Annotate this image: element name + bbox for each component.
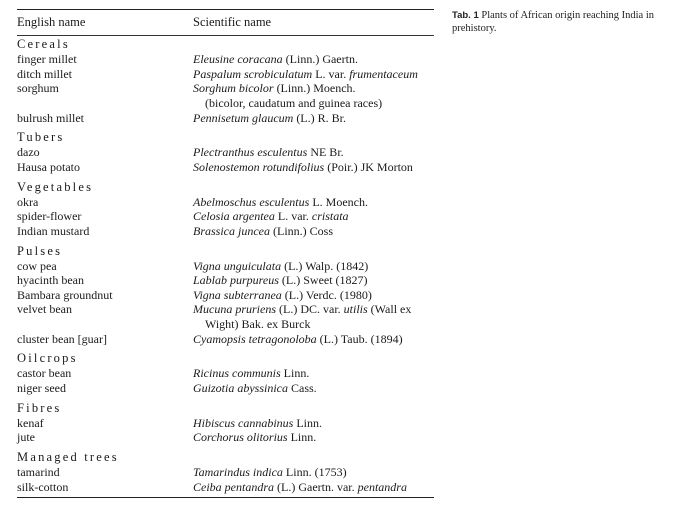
category-heading	[17, 37, 434, 52]
table-row	[17, 366, 434, 381]
scientific-name-cell	[193, 67, 418, 82]
scientific-name-authority: (Poir.) JK Morton	[324, 159, 413, 174]
caption-label: Tab. 1	[452, 10, 479, 21]
table-row	[17, 273, 434, 288]
scientific-name-italic: Eleusine coracana	[193, 52, 283, 67]
category-heading	[17, 244, 434, 259]
table-row	[17, 288, 434, 303]
scientific-name-authority: (L.) Verdc. (1980)	[281, 287, 372, 302]
category-label: Cereals	[17, 37, 70, 51]
table-row	[17, 67, 434, 82]
scientific-name-authority: NE Br.	[307, 145, 344, 160]
english-name-cell: finger millet	[17, 52, 77, 67]
category-label: Tubers	[17, 130, 65, 145]
scientific-name-authority: L. Moench.	[309, 194, 368, 209]
scientific-name-authority: (bicolor, caudatum and guinea races)	[205, 95, 383, 110]
scientific-name-italic: Ricinus communis	[193, 366, 281, 381]
scientific-name-cell	[205, 317, 311, 332]
english-name-cell: silk-cotton	[17, 479, 69, 494]
scientific-name-italic: Brassica juncea	[193, 223, 270, 238]
caption-text: Plants of African origin reaching India in prehistory.	[452, 10, 654, 34]
category-label: Oilcrops	[17, 351, 78, 366]
table-row	[17, 195, 434, 210]
scientific-name-italic: Mucuna pruriens	[193, 302, 276, 317]
scientific-name-cell	[193, 52, 358, 67]
table-row	[17, 209, 434, 224]
scientific-name-italic: Ceiba pentandra	[193, 479, 274, 494]
category-heading	[17, 180, 434, 195]
scientific-name-italic: Solenostemon rotundifolius	[193, 159, 325, 174]
scientific-name-cell	[193, 259, 368, 274]
english-name-cell: okra	[17, 194, 39, 209]
scientific-name-italic: Paspalum scrobiculatum	[193, 66, 313, 81]
scientific-name-italic: Abelmoschus esculentus	[193, 194, 310, 209]
scientific-name-italic: Plectranthus esculentus	[193, 145, 308, 160]
scientific-name-cell	[193, 465, 347, 480]
scientific-name-authority: Linn. (1753)	[282, 465, 347, 480]
scientific-name-cell	[193, 224, 333, 239]
scientific-name-authority: (L.) R. Br.	[293, 110, 346, 125]
scientific-name-italic: utilis	[343, 302, 368, 317]
scientific-name-cell	[193, 111, 346, 126]
scientific-name-authority: (Linn.) Coss	[270, 223, 333, 238]
scientific-name-italic: Lablab purpureus	[193, 273, 279, 288]
scientific-name-authority: (L.) Walp. (1842)	[281, 258, 369, 273]
scientific-name-cell	[193, 366, 309, 381]
scientific-name-italic: Vigna unguiculata	[193, 258, 282, 273]
scientific-name-cell	[193, 430, 316, 445]
table-row	[17, 332, 434, 347]
scientific-name-authority: L. var.	[312, 66, 350, 81]
english-name-cell: tamarind	[17, 465, 60, 480]
table-row	[17, 145, 434, 160]
category-label: Pulses	[17, 243, 63, 258]
table-row	[17, 430, 434, 445]
table-row	[17, 465, 434, 480]
header-english-name: English name	[17, 15, 86, 29]
scientific-name-authority: Linn.	[287, 430, 317, 445]
english-name-cell: Hausa potato	[17, 159, 80, 174]
scientific-name-authority: (L.) Taub. (1894)	[316, 331, 403, 346]
scientific-name-cell	[193, 332, 403, 347]
scientific-name-cell	[193, 416, 322, 431]
english-name-cell: sorghum	[17, 81, 59, 96]
category-heading	[17, 450, 434, 465]
scientific-name-cell	[193, 288, 372, 303]
scientific-name-authority: (L.) Gaertn. var.	[274, 479, 358, 494]
scientific-name-authority: Cass.	[288, 381, 317, 396]
scientific-name-italic: Celosia argentea	[193, 209, 275, 224]
table-bottom-rule	[17, 497, 434, 498]
scientific-name-cell	[193, 480, 407, 495]
table-row-continuation	[17, 96, 434, 111]
table-caption	[452, 9, 662, 35]
english-name-cell: velvet bean	[17, 302, 72, 317]
english-name-cell: castor bean	[17, 366, 72, 381]
table-row-continuation	[17, 317, 434, 332]
english-name-cell: Bambara groundnut	[17, 287, 113, 302]
scientific-name-italic: Pennisetum glaucum	[193, 110, 294, 125]
category-label: Managed trees	[17, 450, 119, 464]
category-label: Vegetables	[17, 179, 94, 194]
english-name-cell: ditch millet	[17, 66, 72, 81]
english-name-cell: spider-flower	[17, 209, 82, 224]
scientific-name-italic: pentandra	[357, 479, 407, 494]
english-name-cell: Indian mustard	[17, 223, 90, 238]
english-name-cell: niger seed	[17, 381, 66, 396]
scientific-name-italic: Tamarindus indica	[193, 465, 283, 480]
table-row	[17, 52, 434, 67]
scientific-name-authority: Wight) Bak. ex Burck	[205, 317, 311, 332]
table-row	[17, 416, 434, 431]
header-scientific-name: Scientific name	[193, 15, 272, 29]
scientific-name-authority: (Linn.) Gaertn.	[282, 52, 358, 67]
english-name-cell: cluster bean [guar]	[17, 331, 107, 346]
scientific-name-authority: (Wall ex	[367, 302, 412, 317]
english-name-cell: kenaf	[17, 415, 44, 430]
scientific-name-authority: Linn.	[293, 415, 323, 430]
english-name-cell: dazo	[17, 145, 40, 160]
category-heading	[17, 351, 434, 366]
scientific-name-cell	[193, 81, 356, 96]
scientific-name-italic: Sorghum bicolor	[193, 81, 274, 96]
scientific-name-authority: Linn.	[280, 366, 310, 381]
scientific-name-cell	[193, 195, 368, 210]
table-row	[17, 111, 434, 126]
table-body	[17, 37, 434, 494]
table-row	[17, 381, 434, 396]
scientific-name-italic: Vigna subterranea	[193, 287, 282, 302]
table-row	[17, 480, 434, 495]
scientific-name-cell	[193, 302, 411, 317]
table-top-rule	[17, 9, 434, 10]
english-name-cell: bulrush millet	[17, 110, 84, 125]
scientific-name-authority: (L.) DC. var.	[276, 302, 344, 317]
scientific-name-italic: Corchorus olitorius	[193, 430, 288, 445]
scientific-name-italic: Hibiscus cannabinus	[193, 415, 294, 430]
table-header-rule	[17, 35, 434, 36]
table-row	[17, 302, 434, 317]
table-row	[17, 259, 434, 274]
scientific-name-authority: (L.) Sweet (1827)	[278, 273, 368, 288]
scientific-name-italic: Guizotia abyssinica	[193, 381, 288, 396]
table-row	[17, 160, 434, 175]
table-row	[17, 81, 434, 96]
category-label: Fibres	[17, 400, 62, 415]
english-name-cell: cow pea	[17, 258, 57, 273]
scientific-name-cell	[193, 145, 344, 160]
english-name-cell: hyacinth bean	[17, 273, 84, 288]
table-row	[17, 224, 434, 239]
scientific-name-italic: cristata	[311, 209, 349, 224]
scientific-name-cell	[193, 160, 413, 175]
scientific-name-cell	[193, 273, 368, 288]
scientific-name-cell	[205, 96, 382, 111]
scientific-name-italic: Cyamopsis tetragonoloba	[193, 331, 317, 346]
scientific-name-authority: L. var.	[274, 209, 312, 224]
category-heading	[17, 401, 434, 416]
english-name-cell: jute	[17, 430, 35, 445]
scientific-name-italic: frumentaceum	[349, 66, 418, 81]
category-heading	[17, 130, 434, 145]
scientific-name-authority: (Linn.) Moench.	[273, 81, 356, 96]
scientific-name-cell	[193, 209, 349, 224]
scientific-name-cell	[193, 381, 317, 396]
